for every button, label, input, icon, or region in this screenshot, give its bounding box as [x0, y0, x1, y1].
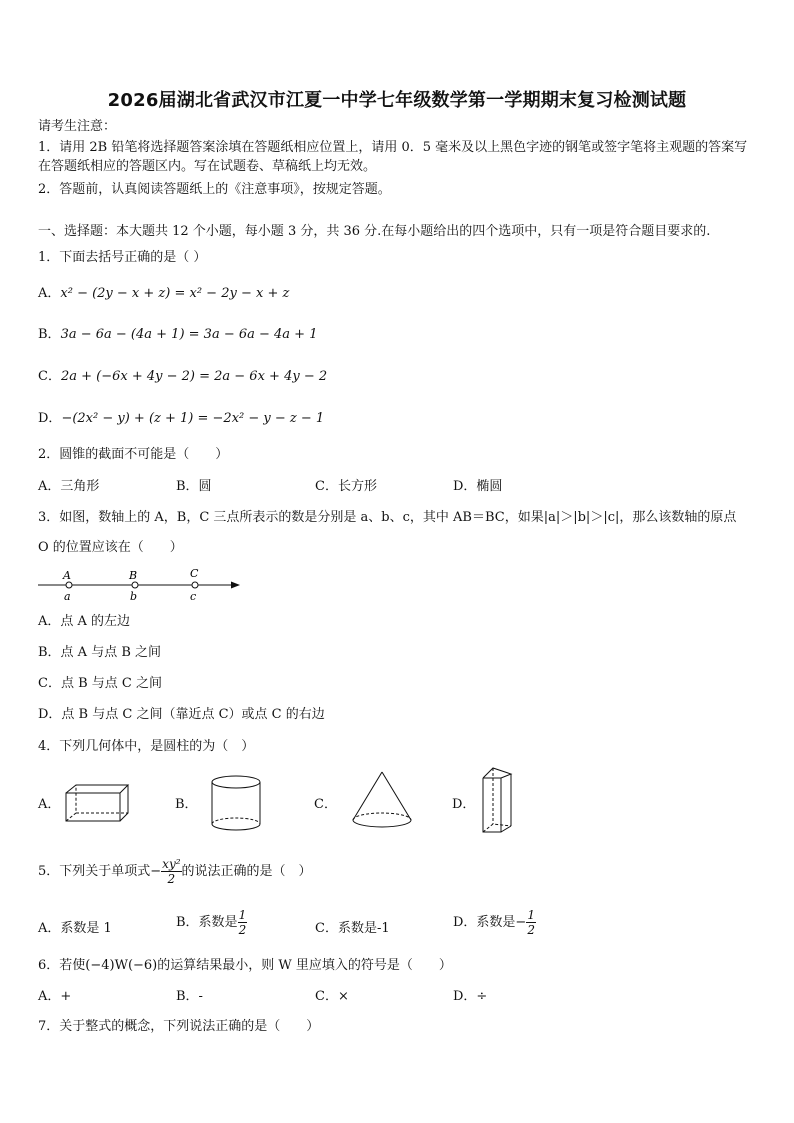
q3-option-d[interactable]: D．点 B 与点 C 之间（靠近点 C）或点 C 的右边 [38, 707, 325, 722]
q1-option-c-expr: 2a + (−6x + 4y − 2) = 2a − 6x + 4y − 2 [60, 369, 328, 384]
q1-option-d-expr: −(2x² − y) + (z + 1) = −2x² − y − z − 1 [61, 411, 325, 426]
q1-option-b-expr: 3a − 6a − (4a + 1) = 3a − 6a − 4a + 1 [60, 327, 318, 342]
number-line-figure [36, 566, 256, 606]
q2-option-d[interactable]: D．椭圆 [453, 479, 503, 494]
q2-stem: 2．圆锥的截面不可能是（ ） [38, 447, 229, 462]
q4-option-a[interactable]: A． [38, 797, 61, 812]
q5-fraction [161, 857, 181, 886]
q3-stem-line2: O 的位置应该在（ ） [38, 540, 183, 555]
q4-option-c[interactable]: C． [314, 797, 337, 812]
q4-option-d[interactable]: D． [452, 797, 476, 812]
q3-option-b[interactable]: B．点 A 与点 B 之间 [38, 645, 162, 660]
q1-option-a[interactable]: A．x² − (2y − x + z) = x² − 2y − x + z [38, 286, 290, 301]
q6-expression: (−4)W(−6) [85, 958, 158, 973]
q5-stem [38, 857, 312, 886]
q7-stem: 7．关于整式的概念，下列说法正确的是（ ） [38, 1019, 320, 1034]
q5-fraction-den: 2 [167, 872, 176, 886]
point-c-label: C [190, 567, 199, 580]
q6-option-b[interactable]: B．- [176, 989, 203, 1004]
q6-option-d[interactable]: D．÷ [453, 989, 488, 1004]
q5-stem-prefix: 5．下列关于单项式− [38, 864, 162, 879]
q5-option-d-text: D．系数是− [453, 915, 527, 930]
q5-option-b-den: 2 [238, 923, 247, 937]
point-b-marker [132, 582, 138, 588]
q5-option-b-text: B．系数是 [176, 915, 238, 930]
cone-figure [349, 770, 415, 832]
point-c-marker [192, 582, 198, 588]
q5-option-d-num: 1 [527, 908, 535, 922]
q6-option-c[interactable]: C．× [315, 989, 349, 1004]
q5-option-d[interactable] [453, 908, 536, 937]
value-a-label: a [64, 590, 71, 603]
q5-option-a[interactable]: A．系数是 1 [38, 921, 112, 936]
q5-fraction-num: xy² [162, 857, 181, 871]
q1-option-c[interactable]: C．2a + (−6x + 4y − 2) = 2a − 6x + 4y − 2 [38, 369, 328, 384]
q1-option-b[interactable]: B．3a − 6a − (4a + 1) = 3a − 6a − 4a + 1 [38, 327, 318, 342]
point-a-marker [66, 582, 72, 588]
q5-option-b-num: 1 [238, 908, 247, 922]
q3-option-a[interactable]: A．点 A 的左边 [38, 614, 131, 629]
q3-option-c[interactable]: C．点 B 与点 C 之间 [38, 676, 162, 691]
value-b-label: b [130, 590, 138, 603]
q5-option-d-fraction [526, 908, 536, 937]
section-heading: 一、选择题：本大题共 12 个小题，每小题 3 分，共 36 分.在每小题给出的四个选项中，只有一项是符合题目要求的. [38, 224, 711, 239]
q5-option-c[interactable]: C．系数是-1 [315, 921, 390, 936]
q4-stem: 4．下列几何体中，是圆柱的为（ ） [38, 739, 255, 754]
q1-option-d[interactable]: D．−(2x² − y) + (z + 1) = −2x² − y − z − 1 [38, 411, 325, 426]
q6-stem-suffix: 的运算结果最小，则 W 里应填入的符号是（ ） [157, 958, 452, 973]
q2-option-a[interactable]: A．三角形 [38, 479, 100, 494]
q4-option-b[interactable]: B． [175, 797, 198, 812]
page-title: 2026届湖北省武汉市江夏一中学七年级数学第一学期期末复习检测试题 [107, 90, 687, 111]
notice-header: 请考生注意： [38, 119, 117, 134]
q6-option-a[interactable]: A．+ [38, 989, 72, 1004]
q2-option-c[interactable]: C．长方形 [315, 479, 377, 494]
notice-item-2: 2．答题前，认真阅读答题纸上的《注意事项》，按规定答题。 [38, 182, 391, 197]
q6-stem-prefix: 6．若使 [38, 958, 86, 973]
q5-stem-suffix: 的说法正确的是（ ） [181, 864, 312, 879]
triangular-prism-figure [479, 766, 519, 836]
cylinder-figure [209, 774, 265, 834]
q5-option-b-fraction [238, 908, 248, 937]
value-c-label: c [190, 590, 197, 603]
q5-option-b[interactable] [176, 908, 247, 937]
cuboid-figure [62, 783, 134, 825]
q2-option-b[interactable]: B．圆 [176, 479, 212, 494]
point-a-label: A [63, 569, 71, 582]
q5-option-d-den: 2 [527, 923, 535, 937]
q1-option-a-expr: x² − (2y − x + z) = x² − 2y − x + z [60, 286, 290, 301]
q3-stem-line1: 3．如图，数轴上的 A，B，C 三点所表示的数是分别是 a、b、c，其中 AB＝BC，如果|a|＞|b|＞|c|，那么该数轴的原点 [38, 510, 737, 525]
q1-stem: 1．下面去括号正确的是（ ） [38, 250, 207, 265]
q6-stem [38, 957, 452, 975]
notice-item-1: 1．请用 2B 铅笔将选择题答案涂填在答题纸相应位置上，请用 0．5 毫米及以上黑色字迹的钢笔或签字笔将主观题的答案写在答题纸相应的答题区内。写在试题卷、草稿纸上均无效。 [38, 140, 748, 174]
point-b-label: B [129, 569, 138, 582]
